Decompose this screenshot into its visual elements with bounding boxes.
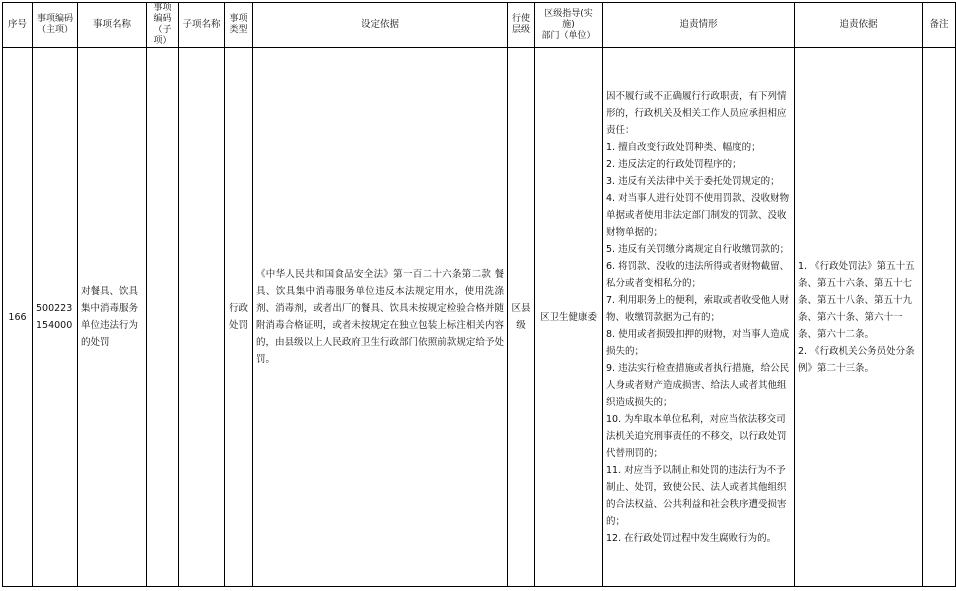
acc-basis-list <box>798 258 919 377</box>
cell-sub-name <box>179 48 225 587</box>
accountability-list <box>606 139 791 547</box>
header-type <box>225 3 253 48</box>
cell-level: 区县级 <box>508 48 535 587</box>
header-dept-text: 区级指导(实施) 部门（单位） <box>541 8 596 41</box>
cell-type: 行政处罚 <box>225 48 253 587</box>
header-level-text: 行使 层级 <box>511 14 530 35</box>
list-item: 10. 为牟取本单位私利，对应当依法移交司法机关追究刑事责任的不移交，以行政处罚代替刑罚的； <box>606 413 787 459</box>
header-code-sub <box>147 3 179 48</box>
header-accountability: 追责情形 <box>603 3 795 48</box>
header-acc-basis: 追责依据 <box>795 3 923 48</box>
cell-code-main: 500223154000 <box>33 48 78 587</box>
header-row <box>3 3 956 48</box>
header-remark: 备注 <box>923 3 956 48</box>
header-basis: 设定依据 <box>253 3 508 48</box>
header-sub-name: 子项名称 <box>179 3 225 48</box>
cell-accountability <box>603 48 795 587</box>
header-dept <box>535 3 603 48</box>
header-code-main-text: 事项编码 （主项） <box>36 14 73 35</box>
list-item: 6. 将罚款、没收的违法所得或者财物截留、私分或者变相私分的； <box>606 260 790 289</box>
accountability-intro: 因不履行或不正确履行行政职责，有下列情形的，行政机关及相关工作人员应承担相应责任： <box>606 90 787 136</box>
header-name: 事项名称 <box>78 3 147 48</box>
list-item: 7. 利用职务上的便利，索取或者收受他人财物、收缴罚款据为己有的； <box>606 294 790 323</box>
list-item: 11. 对应当予以制止和处罚的违法行为不予制止、处罚，致使公民、法人或者其他组织的合法权益、公共利益和社会秩序遭受损害的； <box>606 464 787 527</box>
header-code-main <box>33 3 78 48</box>
cell-seq: 166 <box>3 48 33 587</box>
header-code-sub-text: 事项编码 （子项） <box>153 3 172 46</box>
matter-table <box>2 2 956 587</box>
cell-acc-basis <box>795 48 923 587</box>
list-item: 2. 违反法定的行政处罚程序的； <box>606 158 742 170</box>
header-level <box>508 3 535 48</box>
list-item: 4. 对当事人进行处罚不使用罚款、没收财物单据或者使用非法定部门制发的罚款、没收财物单据的； <box>606 192 790 238</box>
list-item: 9. 违法实行检查措施或者执行措施，给公民人身或者财产造成损害、给法人或者其他组织造成损失的； <box>606 362 790 408</box>
cell-basis: 《中华人民共和国食品安全法》第一百二十六条第二款 餐具、饮具集中消毒服务单位违反本法规定用水，使用洗涤剂、消毒剂，或者出厂的餐具、饮具未按规定检验合格并随附消毒合格证明，或者未按规定在独立包装上标注相关内容的，由县级以上人民政府卫生行政部门依照前款规定给予处罚。 <box>253 48 508 587</box>
header-seq: 序号 <box>3 3 33 48</box>
cell-dept: 区卫生健康委 <box>535 48 603 587</box>
list-item: 1. 《行政处罚法》第五十五条、第五十六条、第五十七条、第五十八条、第五十九条、第六十条、第六十一条、第六十二条。 <box>798 260 915 340</box>
list-item: 1. 擅自改变行政处罚种类、幅度的； <box>606 141 761 153</box>
cell-code-sub <box>147 48 179 587</box>
list-item: 8. 使用或者损毁扣押的财物，对当事人造成损失的； <box>606 328 790 357</box>
list-item: 3. 违反有关法律中关于委托处罚规定的； <box>606 175 780 187</box>
list-item: 2. 《行政机关公务员处分条例》第二十三条。 <box>798 345 915 374</box>
table-row <box>3 48 956 587</box>
cell-name: 对餐具、饮具集中消毒服务单位违法行为的处罚 <box>78 48 147 587</box>
list-item: 5. 违反有关罚缴分离规定自行收缴罚款的； <box>606 243 790 255</box>
list-item: 12. 在行政处罚过程中发生腐败行为的。 <box>606 532 777 544</box>
cell-remark <box>923 48 956 587</box>
header-type-text: 事项 类型 <box>229 14 248 35</box>
